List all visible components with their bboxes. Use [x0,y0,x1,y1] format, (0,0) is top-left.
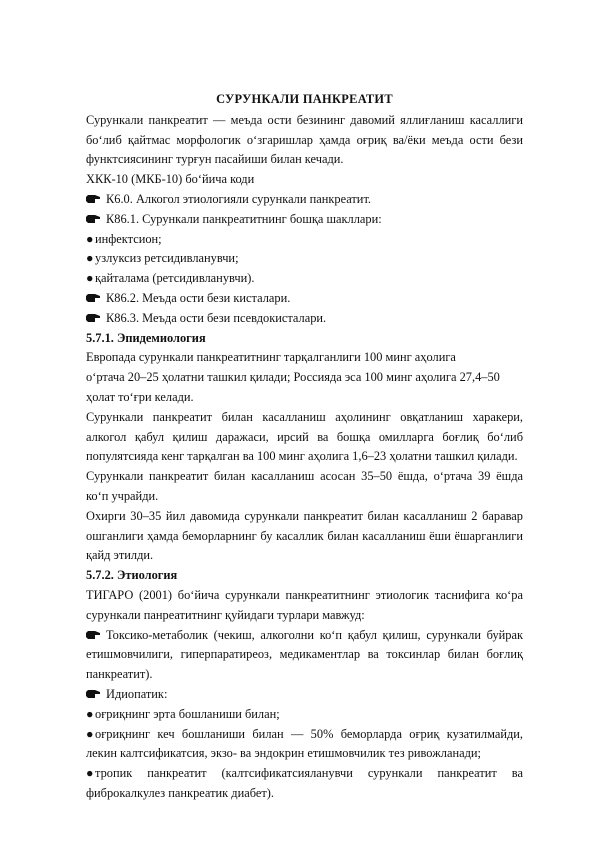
codes-list [86,190,523,230]
pointing-hand-icon [86,313,101,323]
code-text: К86.2. Меъда ости бези кисталари. [106,290,291,305]
pointing-hand-icon [86,194,101,204]
list-item: ● узлуксиз ретсидивланувчи; [86,249,523,269]
pointing-hand-icon [86,630,101,640]
bullet-icon: ● [86,271,94,286]
epidemiology-paragraph: Сурункали панкреатит билан касалланиш аҳолининг овқатланиш харакери, алкогол қабул қилиш даражаси, ирсий ва бошқа омилларга боғлиқ боʻлиб популятсияда кенг тарқалган ва 100 минг аҳолига 1,6–23 ҳолатни ташкил қилади. [86,409,523,464]
etiology-idiopathic-item [86,685,523,705]
document-title: СУРУНКАЛИ ПАНКРЕАТИТ [216,92,393,106]
bullet-icon: ● [86,706,94,721]
code-text: К86.1. Сурункали панкреатитнинг бошқа шакллари: [106,211,382,226]
etiology-paragraph: ТИГАРО (2001) боʻйича сурункали панкреатитнинг этиологик таснифига коʻра сурункали панреатитнинг қуйидаги турлари мавжуд: [86,587,523,622]
epidemiology-line: оʻртача 20–25 ҳолатни ташкил қилади; Россияда эса 100 минг аҳолига 27,4–50 [86,370,500,385]
pointing-hand-icon [86,214,101,224]
epidemiology-line: Европада сурункали панкреатитнинг тарқалганлиги 100 минг аҳолига [86,350,456,365]
code-text: К6.0. Алкогол этиологияли сурункали панкреатит. [106,191,372,206]
codes-list-2 [86,289,523,329]
section-heading-etiology: 5.7.2. Этиология [86,568,178,583]
list-item: ● оғриқнинг кеч бошланиши билан — 50% беморларда оғриқ кузатилмайди, лекин калтсификатсия, экзо- ва эндокрин етишмовчилик тез ривожланади; [86,726,523,761]
bullet-icon: ● [86,251,94,266]
intro-paragraph: Сурункали панкреатит — меъда ости безининг давомий яллиғланиш касаллиги боʻлиб қайтмас морфологик оʻзгаришлар ҳамда оғриқ ва/ёки меъда ости бези функтсиясининг турғун пасайиши билан кечади. [86,112,523,167]
code-text: К86.3. Меъда ости бези псевдокисталари. [106,310,327,325]
epidemiology-line: ҳолат тоʻғри келади. [86,389,194,404]
pointing-hand-icon [86,689,101,699]
bullet-icon: ● [86,766,94,781]
list-item: ● оғриқнинг эрта бошланиши билан; [86,705,523,725]
section-heading-epidemiology: 5.7.1. Эпидемиология [86,330,206,345]
forms-list [86,230,523,289]
code-item [86,190,523,210]
list-item: ● инфектсион; [86,230,523,250]
list-item: ● қайталама (ретсидивланувчи). [86,269,523,289]
pointing-hand-icon [86,293,101,303]
bullet-icon: ● [86,231,94,246]
code-item [86,289,523,309]
document-page [86,90,523,804]
etiology-toxic-item [86,626,523,685]
etiology-idiopathic-text: Идиопатик: [106,686,168,701]
code-heading: ХКК-10 (МКБ-10) боʻйича коди [86,172,255,187]
bullet-icon: ● [86,726,94,741]
etiology-toxic-text: Токсико-метаболик (чекиш, алкоголни коʻп қабул қилиш, сурункали буйрак етишмовчилиги, гиперпаратиреоз, медикаментлар ва токсинлар билан боғлиқ панкреатит). [86,627,523,682]
list-item: ● тропик панкреатит (калтсификатсияланувчи сурункали панкреатит ва фиброкалкулез панкреатик диабет). [86,766,523,800]
epidemiology-paragraph: Охирги 30–35 йил давомида сурункали панкреатит билан касалланиш 2 баравар ошганлиги ҳамда беморларнинг бу касаллик билан касалланиш ёши ёшарганлиги қайд этилди. [86,508,523,563]
epidemiology-paragraph: Сурункали панкреатит билан касалланиш асосан 35–50 ёшда, оʻртача 39 ёшда коʻп учрайди. [86,469,523,503]
code-item [86,309,523,329]
code-item [86,210,523,230]
